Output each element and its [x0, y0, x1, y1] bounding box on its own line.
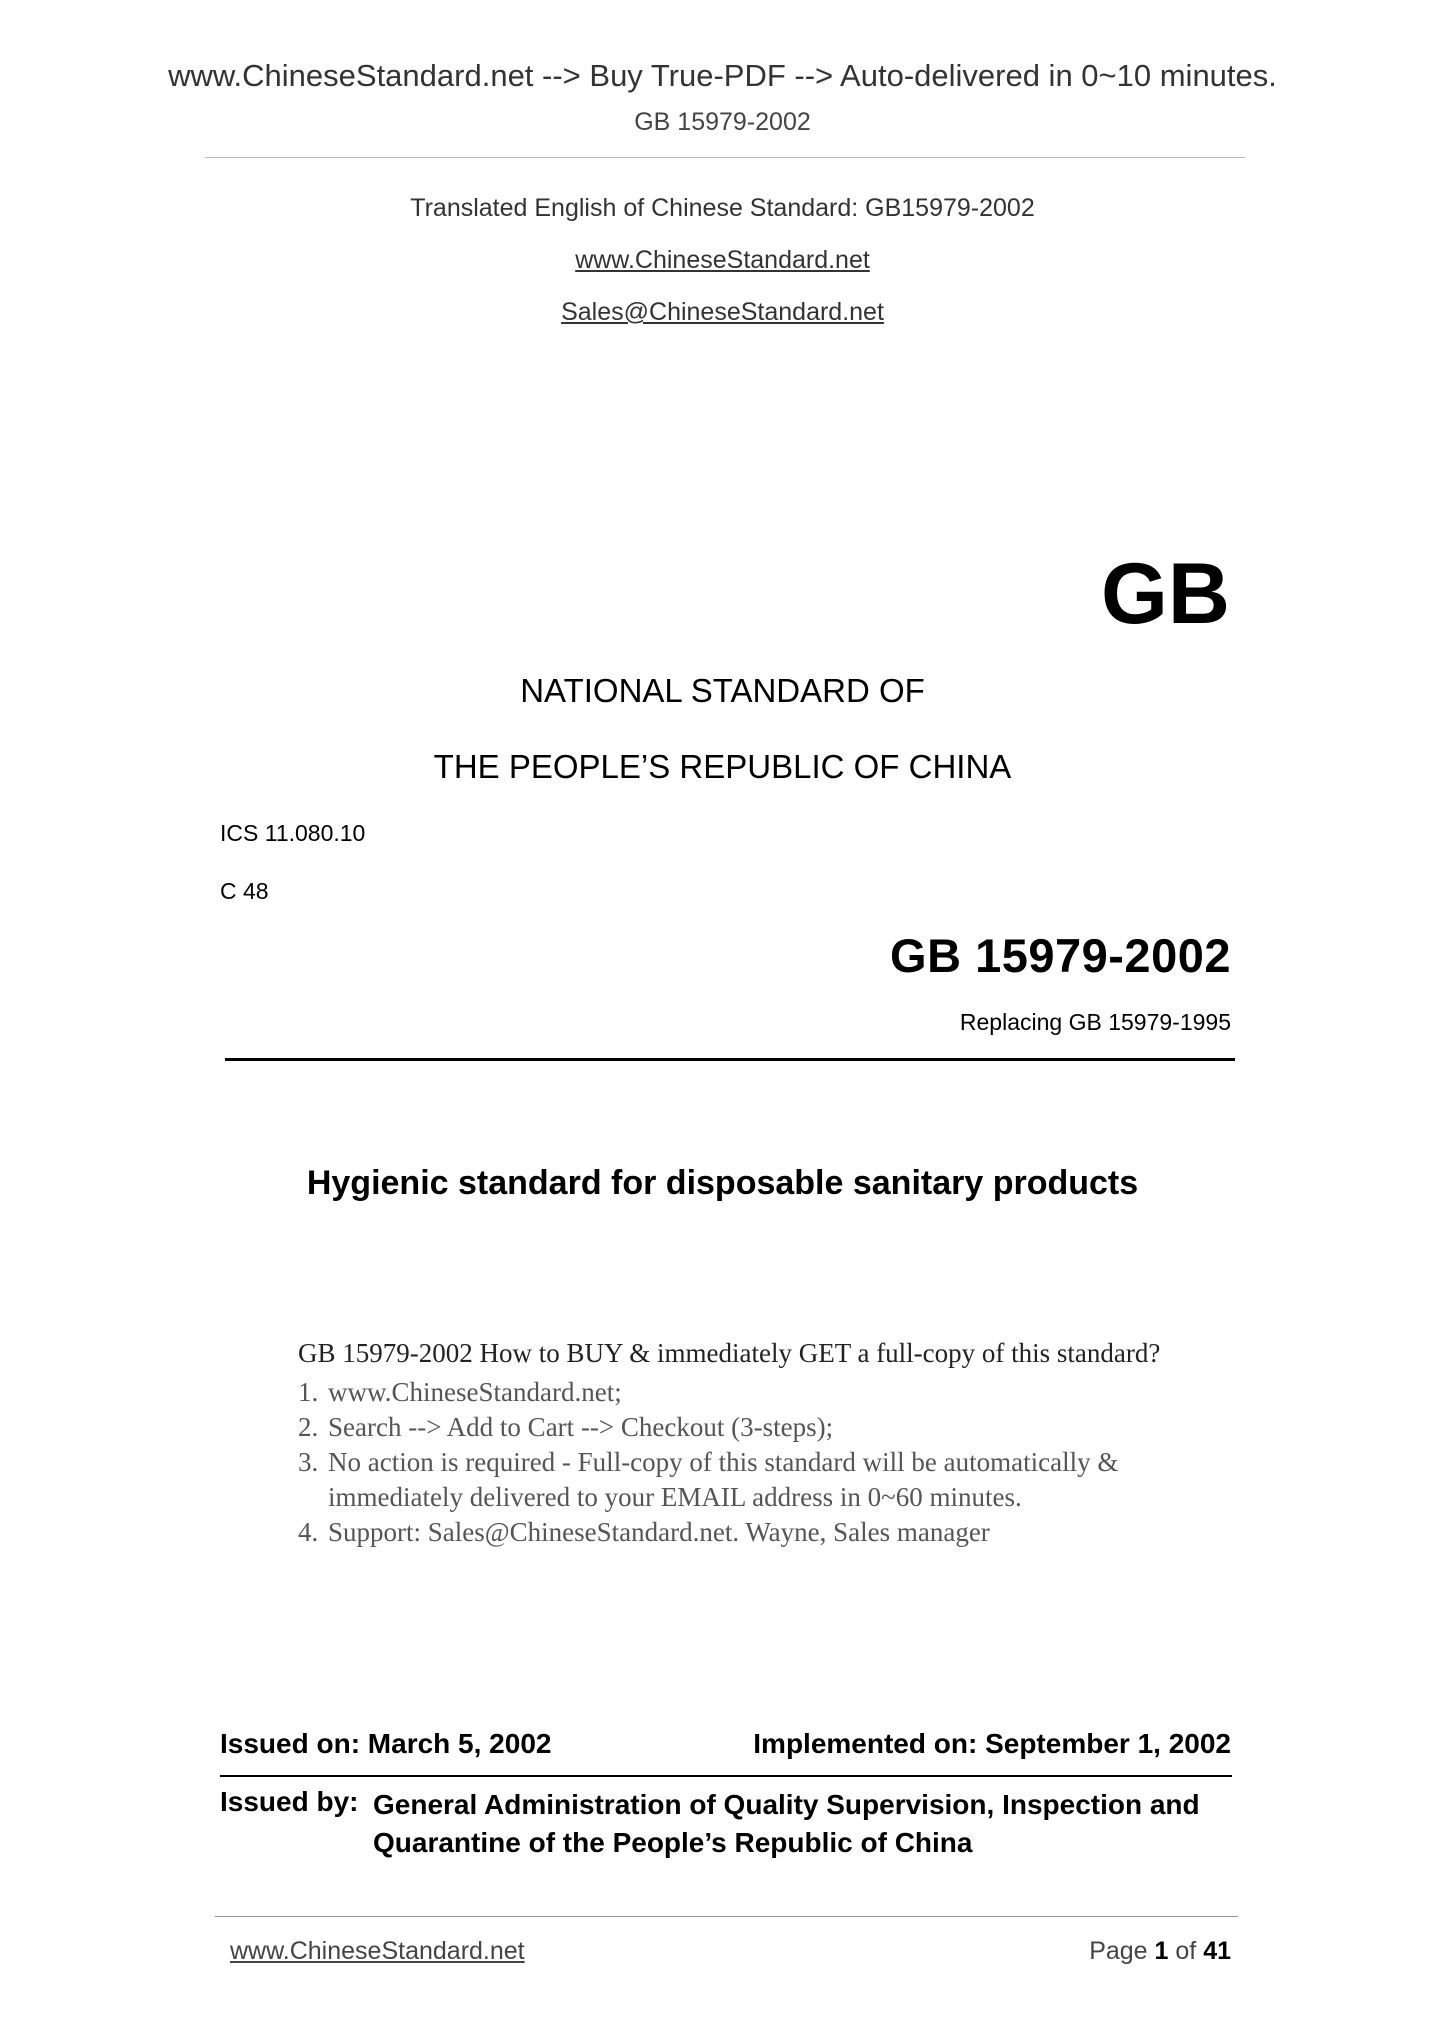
list-item [298, 1375, 1198, 1410]
footer-divider [215, 1916, 1238, 1917]
purchase-steps [298, 1375, 1198, 1550]
title-divider [225, 1058, 1235, 1061]
issued-on-date: Issued on: March 5, 2002 [220, 1728, 552, 1759]
purchase-instructions [298, 1338, 1198, 1550]
current-page: 1 [1154, 1937, 1169, 1965]
list-item [298, 1515, 1198, 1550]
translated-notice: Translated English of Chinese Standard: GB15979-2002 [410, 194, 1035, 222]
footer-website-link[interactable]: www.ChineseStandard.net [230, 1937, 525, 1965]
gb-logo: GB [1101, 546, 1230, 642]
implemented-on-date: Implemented on: September 1, 2002 [753, 1728, 1231, 1759]
total-pages: 41 [1203, 1937, 1231, 1965]
standard-number: GB 15979-2002 [890, 929, 1231, 982]
step-text: Support: Sales@ChineseStandard.net. Wayne, Sales manager [328, 1517, 990, 1547]
issue-divider [220, 1775, 1232, 1777]
issuing-authority: General Administration of Quality Supervision, Inspection and Quarantine of the People’s Republic of China [373, 1789, 1200, 1858]
page-indicator [1089, 1937, 1231, 1966]
country-heading: THE PEOPLE’S REPUBLIC OF CHINA [433, 748, 1012, 785]
step-number: 3. [298, 1447, 319, 1477]
page-prefix: Page [1089, 1937, 1155, 1965]
step-text[interactable]: www.ChineseStandard.net; [328, 1377, 622, 1407]
top-banner[interactable]: www.ChineseStandard.net --> Buy True-PDF --> Auto-delivered in 0~10 minutes. [168, 58, 1277, 93]
page-of: of [1168, 1937, 1204, 1965]
document-title: Hygienic standard for disposable sanitary products [306, 1164, 1139, 1202]
list-item [298, 1445, 1198, 1515]
ccs-code: C 48 [220, 878, 269, 904]
email-link[interactable] [0, 298, 1445, 327]
purchase-heading: GB 15979-2002 How to BUY & immediately GET a full-copy of this standard? [298, 1338, 1161, 1368]
national-standard-heading: NATIONAL STANDARD OF [520, 672, 925, 709]
step-text: Search --> Add to Cart --> Checkout (3-steps); [328, 1412, 834, 1442]
website-link[interactable] [0, 246, 1445, 275]
website-link-text[interactable]: www.ChineseStandard.net [575, 246, 870, 274]
step-text: No action is required - Full-copy of this standard will be automatically & immediately delivered to your EMAIL address in 0~60 minutes. [328, 1447, 1119, 1512]
step-number: 4. [298, 1517, 319, 1547]
header-divider [205, 157, 1245, 158]
ics-code: ICS 11.080.10 [220, 820, 366, 846]
email-link-text[interactable]: Sales@ChineseStandard.net [561, 298, 884, 326]
list-item [298, 1410, 1198, 1445]
replacing-note: Replacing GB 15979-1995 [959, 1009, 1231, 1035]
step-number: 1. [298, 1377, 319, 1407]
issued-by-label: Issued by: [220, 1786, 359, 1817]
header-standard-code: GB 15979-2002 [634, 108, 811, 136]
step-number: 2. [298, 1412, 319, 1442]
